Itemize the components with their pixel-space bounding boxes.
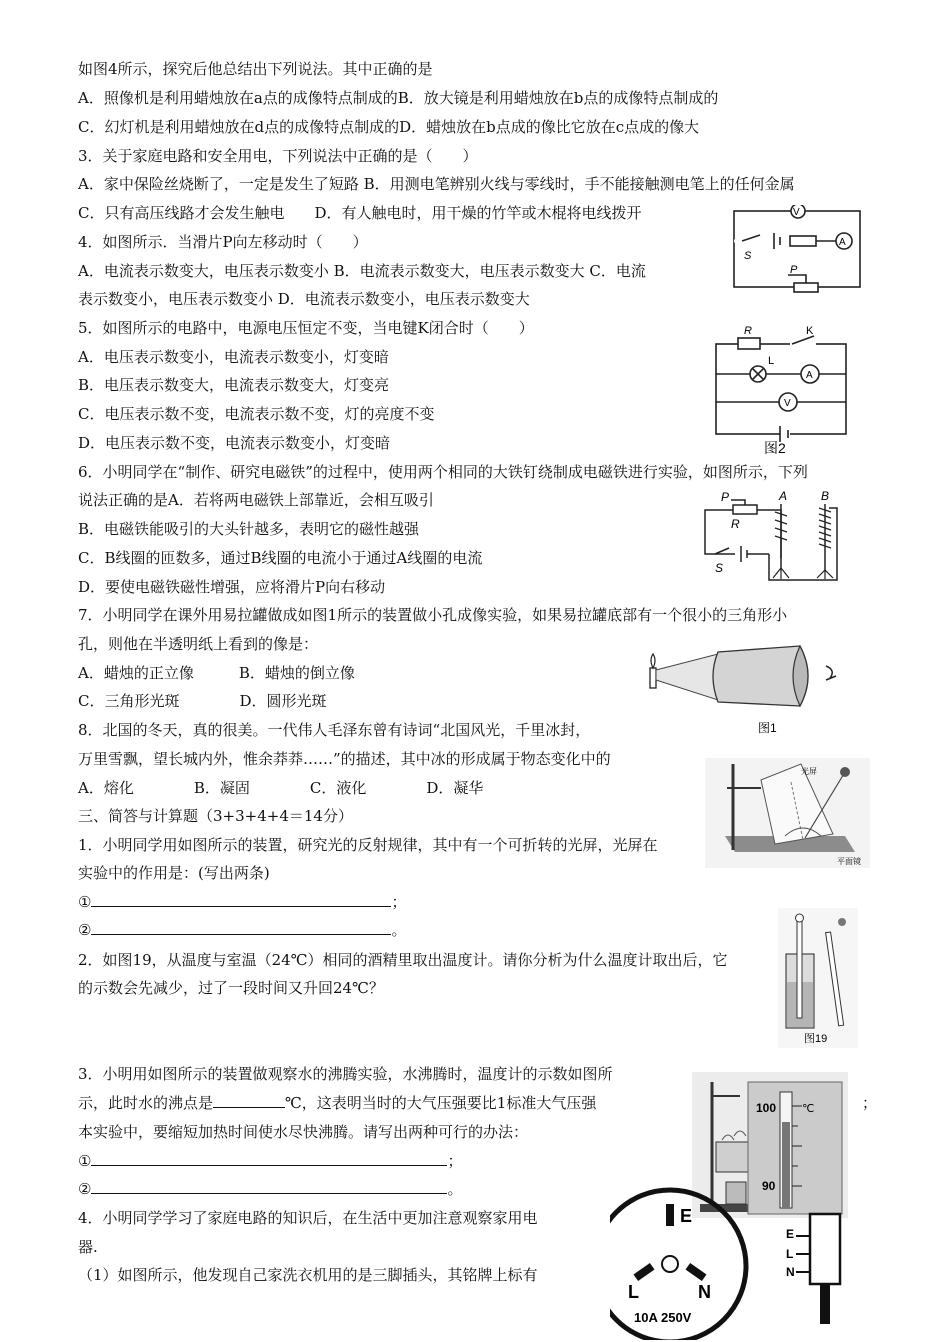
answer-line-1: ① ； bbox=[78, 1152, 463, 1170]
switch-label: S bbox=[744, 250, 752, 262]
answer-line-2: ② 。 bbox=[78, 1180, 463, 1198]
text-line: B．电磁铁能吸引的大头针越多，表明它的磁性越强 bbox=[78, 520, 420, 538]
text-line: A．家中保险丝烧断了，一定是发生了短路 B．用测电笔辨别火线与零线时，手不能接触测电笔上的任何金属 bbox=[78, 175, 795, 193]
text-line: 说法正确的是A．若将两电磁铁上部靠近，会相互吸引 bbox=[78, 491, 434, 509]
reflection-figure bbox=[705, 758, 870, 868]
voltmeter-label: V bbox=[784, 398, 791, 409]
circuit-figure-q4 bbox=[722, 205, 872, 295]
ammeter-label: A bbox=[806, 370, 813, 381]
text-line: A．照像机是利用蜡烛放在a点的成像特点制成的B．放大镜是利用蜡烛放在b点的成像特点制成的 bbox=[78, 89, 719, 107]
question-4: 4．如图所示．当滑片P向左移动时（ ） bbox=[78, 233, 368, 251]
text-line: D．电压表示数不变，电流表示数变小，灯变暗 bbox=[78, 434, 391, 452]
text-line: C．B线圈的匝数多，通过B线圈的电流小于通过A线圈的电流 bbox=[78, 549, 483, 567]
text-line: A．电压表示数变小，电流表示数变小，灯变暗 bbox=[78, 348, 389, 366]
figure-caption: 图19 bbox=[804, 1033, 828, 1045]
live-pin-label: L bbox=[628, 1282, 639, 1302]
coil-a-label: A bbox=[779, 489, 788, 503]
coil-b-label: B bbox=[821, 489, 830, 503]
voltmeter-label: V bbox=[793, 207, 800, 218]
question-7: 7．小明同学在课外用易拉罐做成如图1所示的装置做小孔成像实验，如果易拉罐底部有一个很小的三角形小 bbox=[78, 606, 788, 624]
live-label: L bbox=[786, 1247, 794, 1261]
text-line: A．熔化 B．凝固 C．液化 D．凝华 bbox=[78, 779, 484, 797]
text-line: C．只有高压线路才会发生触电 D．有人触电时，用干燥的竹竿或木棍将电线拨开 bbox=[78, 204, 642, 222]
neutral-pin-label: N bbox=[698, 1282, 711, 1302]
answer-line-1: ① ； bbox=[78, 893, 407, 911]
slider-label: P bbox=[790, 264, 798, 276]
neutral-label: N bbox=[786, 1265, 795, 1279]
key-label: K bbox=[806, 325, 814, 337]
question-s4: 4．小明同学学习了家庭电路的知识后，在生活中更加注意观察家用电 bbox=[78, 1209, 538, 1227]
text-line: A．蜡烛的正立像 B．蜡烛的倒立像 bbox=[78, 664, 355, 682]
text-line: B．电压表示数变大，电流表示数变大，灯变亮 bbox=[78, 376, 390, 394]
answer-line-2: ② 。 bbox=[78, 921, 407, 939]
text-line: 实验中的作用是：(写出两条) bbox=[78, 864, 270, 882]
rating-label: 10A 250V bbox=[634, 1310, 692, 1325]
figure-caption: 图2 bbox=[764, 440, 786, 456]
question-s1: 1．小明同学用如图所示的装置，研究光的反射规律，其中有一个可折转的光屏，光屏在 bbox=[78, 836, 658, 854]
slider-label: P bbox=[721, 490, 730, 504]
circuit-figure-q5 bbox=[710, 322, 860, 458]
text-line: D．要使电磁铁磁性增强，应将滑片P向右移动 bbox=[78, 578, 386, 596]
screen-label: 光屏 bbox=[801, 767, 817, 776]
text-line: 如图4所示，探究后他总结出下列说法。其中正确的是 bbox=[78, 60, 433, 78]
pinhole-figure bbox=[640, 640, 860, 740]
mirror-label: 平面镜 bbox=[837, 857, 861, 866]
text-line: 示，此时水的沸点是 ℃，这表明当时的大气压强要比1标准大气压强 bbox=[78, 1094, 597, 1112]
resistor-label: R bbox=[744, 325, 752, 337]
question-s3: 3．小明用如图所示的装置做观察水的沸腾实验，水沸腾时，温度计的示数如图所 bbox=[78, 1065, 613, 1083]
scale-unit: ℃ bbox=[802, 1103, 815, 1115]
scale-100: 100 bbox=[756, 1101, 777, 1115]
text-line: C．电压表示数不变，电流表示数不变，灯的亮度不变 bbox=[78, 405, 435, 423]
text-line: 器. bbox=[78, 1238, 98, 1256]
figure-caption: 图1 bbox=[758, 721, 777, 735]
text-line: 表示数变小，电压表示数变小 D．电流表示数变小，电压表示数变大 bbox=[78, 290, 530, 308]
text-line: A．电流表示数变大，电压表示数变小 B．电流表示数变大，电压表示数变大 C．电流 bbox=[78, 262, 646, 280]
question-s2: 2．如图19，从温度与室温（24℃）相同的酒精里取出温度计。请你分析为什么温度计取出后，它 bbox=[78, 951, 728, 969]
earth-label: E bbox=[786, 1227, 795, 1241]
electromagnet-figure bbox=[695, 488, 855, 584]
text-line: （1）如图所示，他发现自己家洗衣机用的是三脚插头，其铭牌上标有 bbox=[78, 1266, 538, 1284]
side-mark: ； bbox=[862, 1094, 878, 1112]
text-line: 万里雪飘，望长城内外，惟余莽莽……”的描述，其中冰的形成属于物态变化中的 bbox=[78, 750, 611, 768]
earth-pin-label: E bbox=[680, 1206, 693, 1226]
thermometer-figure-19 bbox=[778, 908, 858, 1048]
text-line: 的示数会先减少，过了一段时间又升回24℃？ bbox=[78, 979, 384, 997]
section-title: 三、简答与计算题（3+3+4+4＝14分） bbox=[78, 807, 353, 825]
scale-90: 90 bbox=[762, 1179, 776, 1193]
question-3: 3．关于家庭电路和安全用电，下列说法中正确的是（ ） bbox=[78, 147, 478, 165]
plug-figure bbox=[610, 1180, 850, 1340]
switch-label: S bbox=[715, 561, 724, 575]
resistor-label: R bbox=[731, 517, 740, 531]
text-line: 本实验中，要缩短加热时间使水尽快沸腾。请写出两种可行的办法： bbox=[78, 1123, 529, 1141]
lamp-label: L bbox=[768, 355, 775, 367]
ammeter-label: A bbox=[839, 237, 846, 248]
question-5: 5．如图所示的电路中，电源电压恒定不变，当电键K闭合时（ ） bbox=[78, 319, 534, 337]
question-8: 8．北国的冬天，真的很美。一代伟人毛泽东曾有诗词“北国风光，千里冰封， bbox=[78, 721, 591, 739]
text-line: C．幻灯机是利用蜡烛放在d点的成像特点制成的D．蜡烛放在b点成的像比它放在c点成的像大 bbox=[78, 118, 700, 136]
text-line: 孔，则他在半透明纸上看到的像是： bbox=[78, 635, 319, 653]
text-line: C．三角形光斑 D．圆形光斑 bbox=[78, 692, 327, 710]
question-6: 6．小明同学在“制作、研究电磁铁”的过程中，使用两个相同的大铁钉绕制成电磁铁进行实验，如图所示，下列 bbox=[78, 463, 808, 481]
